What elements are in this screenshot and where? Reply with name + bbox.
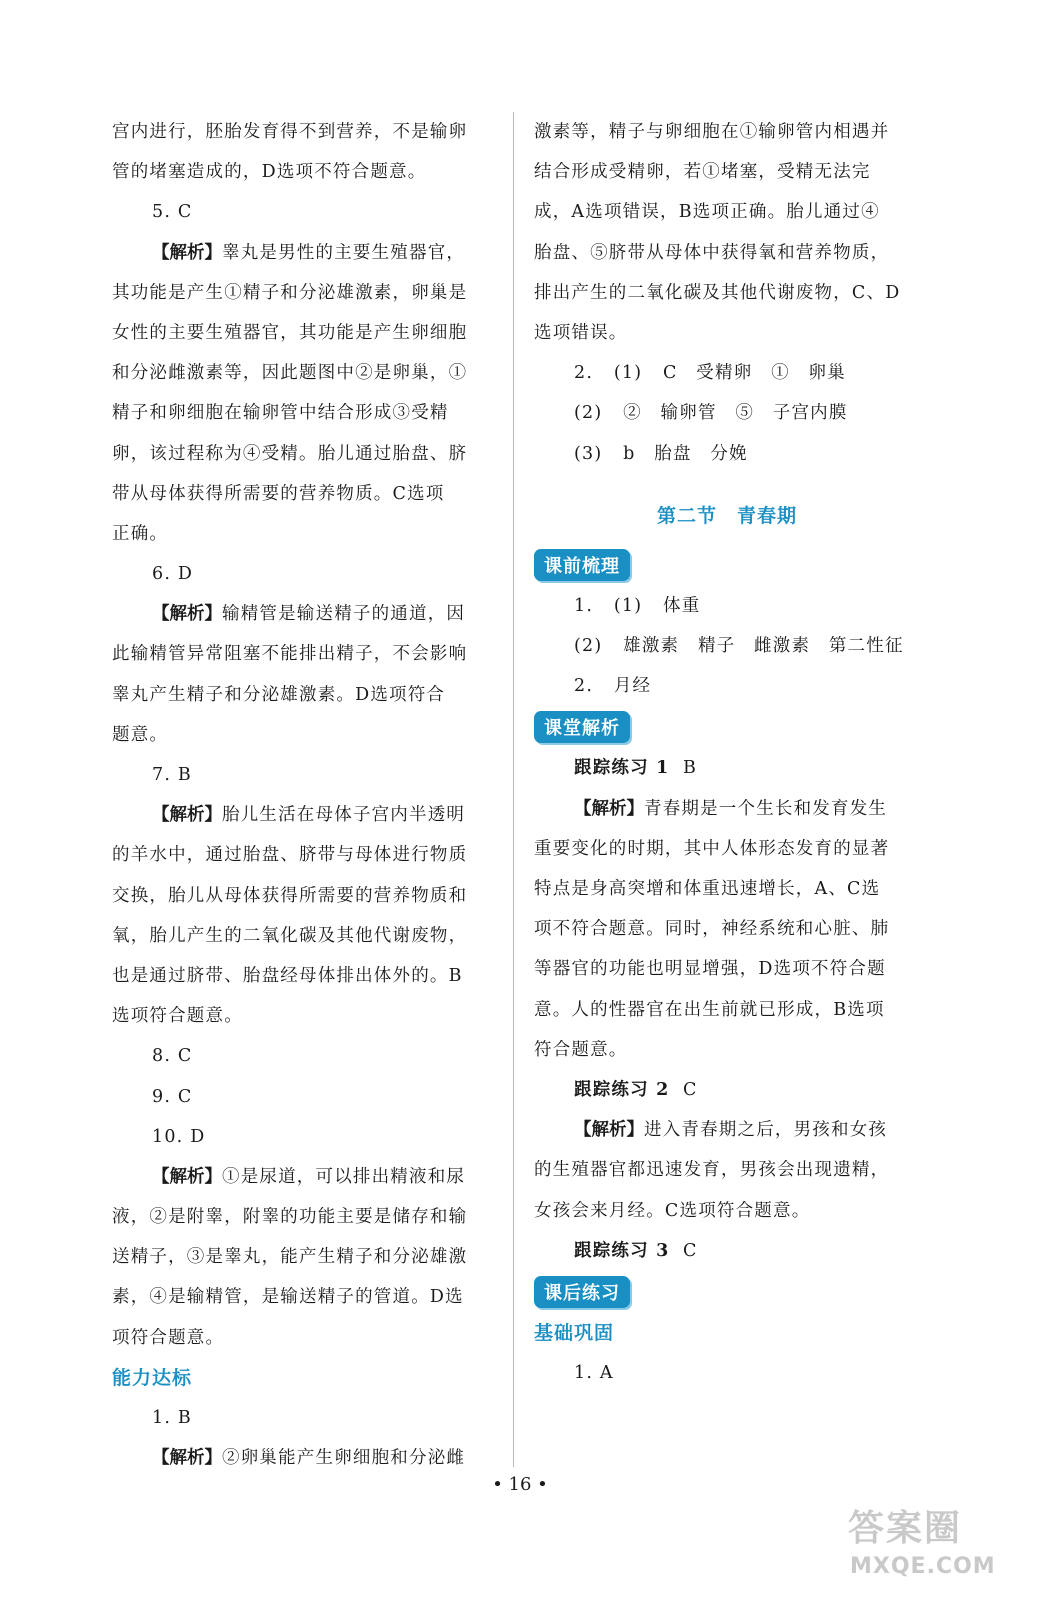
badge-row: [534, 706, 920, 748]
answer-line: 2. 月经: [574, 676, 652, 697]
analysis-text: 青春期是一个生长和发育发生: [644, 798, 888, 819]
text-line: 项符合题意。: [112, 1327, 225, 1348]
text-line: 精子和卵细胞在输卵管中结合形成③受精: [112, 403, 449, 424]
left-column: [112, 112, 496, 1478]
chapter-title: 第二节 青春期: [656, 504, 797, 527]
text-line: 氧，胎儿产生的二氧化碳及其他代谢废物，: [112, 925, 468, 946]
question-number: 8. C: [152, 1046, 193, 1067]
analysis-text: 胎儿生活在母体子宫内半透明: [222, 805, 466, 826]
exercise-label: 跟踪练习 3: [574, 1240, 670, 1261]
question-number: 6. D: [152, 564, 194, 585]
analysis-line: [534, 789, 920, 829]
text-line: 此输精管异常阻塞不能排出精子，不会影响: [112, 644, 468, 665]
text-line: 素，④是输精管，是输送精子的管道。D选: [112, 1287, 464, 1308]
answer-line: 2. (1) C 受精卵 ① 卵巢: [574, 363, 846, 384]
exercise-label: 跟踪练习 2: [574, 1079, 670, 1100]
text-line: 成，A选项错误，B选项正确。胎儿通过④: [534, 202, 880, 223]
question-number: 10. D: [152, 1126, 206, 1147]
section-badge: 课前梳理: [534, 549, 630, 581]
text-line: 带从母体获得所需要的营养物质。C选项: [112, 483, 445, 504]
analysis-line: [112, 594, 496, 634]
text-line: 的生殖器官都迅速发育，男孩会出现遗精，: [534, 1160, 890, 1181]
text-line: 符合题意。: [534, 1039, 628, 1060]
text-line: 项不符合题意。同时，神经系统和心脏、肺: [534, 919, 890, 940]
answer-line: (2) ② 输卵管 ⑤ 子宫内膜: [574, 403, 848, 424]
text-line: 液，②是附睾，附睾的功能主要是储存和输: [112, 1207, 468, 1228]
page-number: • 16 •: [492, 1474, 548, 1495]
text-line: 等器官的功能也明显增强，D选项不符合题: [534, 959, 886, 980]
section-badge: 课堂解析: [534, 711, 630, 743]
question-number: 5. C: [152, 202, 193, 223]
text-line: 胎盘、⑤脐带从母体中获得氧和营养物质，: [534, 242, 890, 263]
analysis-text: 进入青春期之后，男孩和女孩: [644, 1120, 888, 1141]
text-line: 卵，该过程称为④受精。胎儿通过胎盘、脐: [112, 443, 468, 464]
text-line: 的羊水中，通过胎盘、脐带与母体进行物质: [112, 845, 468, 866]
text-line: 女性的主要生殖器官，其功能是产生卵细胞: [112, 322, 468, 343]
text-line: 睾丸产生精子和分泌雄激素。D选项符合: [112, 684, 446, 705]
answer-line: 1. (1) 体重: [574, 595, 701, 616]
text-line: 交换，胎儿从母体获得所需要的营养物质和: [112, 885, 468, 906]
exercise-answer: B: [683, 758, 698, 779]
exercise-answer: C: [683, 1079, 698, 1100]
question-number: 1. B: [152, 1408, 192, 1428]
text-line: 也是通过脐带、胎盘经母体排出体外的。B: [112, 965, 463, 986]
section-badge: 课后练习: [534, 1276, 630, 1308]
text-line: 选项符合题意。: [112, 1006, 243, 1027]
text-line: 排出产生的二氧化碳及其他代谢废物，C、D: [534, 282, 901, 303]
text-line: 激素等，精子与卵细胞在①输卵管内相遇并: [534, 122, 890, 142]
badge-row: [534, 544, 920, 586]
text-line: 题意。: [112, 724, 169, 745]
exercise-answer: C: [683, 1240, 698, 1261]
text-line: 重要变化的时期，其中人体形态发育的显著: [534, 838, 890, 859]
exercise-line: [534, 1070, 920, 1110]
analysis-text: ①是尿道，可以排出精液和尿: [222, 1166, 466, 1187]
exercise-label: 跟踪练习 1: [574, 758, 670, 779]
text-line: 选项错误。: [534, 322, 628, 343]
right-column: [534, 112, 920, 1393]
analysis-line: [112, 233, 496, 273]
text-line: 意。人的性器官在出生前就已形成，B选项: [534, 999, 885, 1020]
analysis-tag: 【解析】: [574, 1120, 644, 1141]
text-line: 女孩会来月经。C选项符合题意。: [534, 1200, 811, 1221]
answer-line: (2) 雄激素 精子 雌激素 第二性征: [574, 636, 904, 657]
question-number: 7. B: [152, 765, 192, 785]
text-line: 宫内进行，胚胎发育得不到营养，不是输卵: [112, 122, 468, 142]
text-line: 管的堵塞造成的，D选项不符合题意。: [112, 162, 427, 183]
question-number: 1. A: [574, 1363, 614, 1384]
badge-row: [534, 1271, 920, 1313]
text-line: 送精子，③是睾丸，能产生精子和分泌雄激: [112, 1247, 468, 1268]
analysis-tag: 【解析】: [152, 242, 222, 263]
text-line: 和分泌雌激素等，因此题图中②是卵巢，①: [112, 363, 468, 384]
section-heading: 能力达标: [112, 1366, 193, 1389]
exercise-line: [534, 748, 920, 788]
section-heading: 基础巩固: [534, 1321, 615, 1344]
text-line: 结合形成受精卵，若①堵塞，受精无法完: [534, 162, 871, 183]
analysis-tag: 【解析】: [152, 805, 222, 826]
question-number: 9. C: [152, 1086, 193, 1107]
analysis-text: 输精管是输送精子的通道，因: [222, 604, 466, 625]
analysis-line: [534, 1110, 920, 1150]
analysis-text: 睾丸是男性的主要生殖器官，: [222, 242, 466, 263]
analysis-tag: 【解析】: [152, 1166, 222, 1187]
column-divider: [513, 112, 514, 1467]
analysis-tag: 【解析】: [152, 604, 222, 625]
text-line: 其功能是产生①精子和分泌雄激素，卵巢是: [112, 282, 468, 303]
watermark: [848, 1500, 1028, 1596]
text-line: 正确。: [112, 523, 169, 544]
watermark-url: MXQE.COM: [850, 1554, 996, 1579]
text-line: 特点是身高突增和体重迅速增长，A、C选: [534, 879, 881, 899]
analysis-text: ②卵巢能产生卵细胞和分泌雌: [222, 1448, 466, 1469]
exercise-line: [534, 1231, 920, 1271]
analysis-line: [112, 795, 496, 835]
analysis-line: [112, 1438, 496, 1478]
watermark-logo: 答案圈: [848, 1508, 963, 1549]
analysis-tag: 【解析】: [152, 1448, 222, 1469]
analysis-tag: 【解析】: [574, 798, 644, 819]
answer-line: (3) b 胎盘 分娩: [574, 443, 748, 464]
analysis-line: [112, 1157, 496, 1197]
